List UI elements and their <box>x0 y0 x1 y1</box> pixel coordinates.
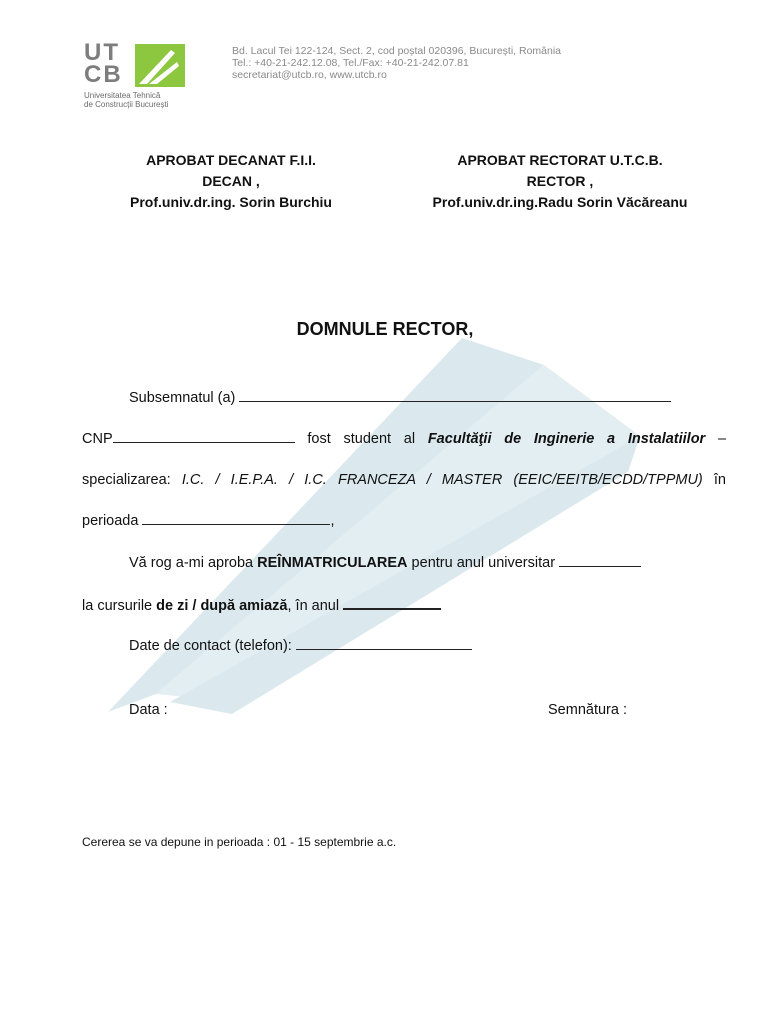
logo-text-line1: UT <box>84 39 120 66</box>
logo-subtitle-line1: Universitatea Tehnică <box>84 91 161 100</box>
contact-phone: Tel.: +40-21-242.12.08, Tel./Fax: +40-21-242.07.81 <box>232 57 469 69</box>
label-contact-phone: Date de contact (telefon): <box>129 638 292 654</box>
text-perioada-end: , <box>330 513 335 529</box>
line-va-rog <box>129 554 641 572</box>
study-year-field[interactable] <box>343 596 441 610</box>
academic-year-field[interactable] <box>559 554 641 567</box>
line-cursuri <box>82 596 441 615</box>
label-subsemnatul: Subsemnatul (a) <box>129 390 236 406</box>
approval-dean-line3: Prof.univ.dr.ing. Sorin Burchiu <box>130 194 332 210</box>
line-subsemnatul <box>129 389 671 407</box>
text-de-zi: de zi / după amiază <box>156 598 288 614</box>
line-contact <box>129 637 472 655</box>
text-va-rog: Vă rog a-mi aproba <box>129 555 254 571</box>
approval-rector-block <box>405 150 715 213</box>
text-facultate: Facultăţii de Inginerie a Instalatiilor <box>427 431 706 447</box>
text-specializarea-options: I.C. / I.E.P.A. / I.C. FRANCEZA / MASTER (EEIC/EEITB/ECDD/TPPMU) <box>181 472 703 488</box>
label-data: Data : <box>129 702 168 718</box>
logo-green-mark-icon <box>135 44 185 87</box>
label-perioada: perioada <box>82 513 139 529</box>
contact-info <box>232 45 561 81</box>
approval-dean-block <box>96 150 366 213</box>
text-reinmatricularea: REÎNMATRICULAREA <box>257 555 408 571</box>
cnp-field[interactable] <box>113 430 295 443</box>
label-semnatura: Semnătura : <box>548 702 627 718</box>
label-cnp: CNP <box>82 431 113 447</box>
text-in: în <box>713 472 726 488</box>
approval-dean-line1: APROBAT DECANAT F.I.I. <box>146 152 316 168</box>
line-perioada <box>82 512 335 530</box>
footer-note: Cererea se va depune in perioada : 01 - 15 septembrie a.c. <box>82 835 397 849</box>
perioada-field[interactable] <box>142 512 330 525</box>
text-pentru-anul: pentru anul universitar <box>407 555 556 571</box>
line-specializarea <box>82 471 726 489</box>
line-cnp <box>82 430 726 448</box>
approval-rector-line3: Prof.univ.dr.ing.Radu Sorin Văcăreanu <box>432 194 688 210</box>
text-dash: – <box>717 431 727 447</box>
contact-email-web: secretariat@utcb.ro, www.utcb.ro <box>232 69 387 81</box>
text-fost-student: fost student al <box>307 431 416 447</box>
logo-text-line2: CB <box>84 61 123 88</box>
logo-subtitle-line2: de Construcții București <box>84 100 169 109</box>
text-in-anul: , în anul <box>287 598 340 614</box>
approval-rector-line2: RECTOR , <box>526 173 594 189</box>
contact-address: Bd. Lacul Tei 122-124, Sect. 2, cod poștal 020396, București, România <box>232 45 562 57</box>
document-title: DOMNULE RECTOR, <box>296 319 474 339</box>
name-field[interactable] <box>239 389 671 402</box>
approval-dean-line2: DECAN , <box>202 173 260 189</box>
text-la-cursurile: la cursurile <box>82 598 153 614</box>
label-specializarea: specializarea: <box>82 472 171 488</box>
phone-field[interactable] <box>296 637 472 650</box>
utcb-logo <box>84 39 188 114</box>
approval-rector-line1: APROBAT RECTORAT U.T.C.B. <box>457 152 663 168</box>
